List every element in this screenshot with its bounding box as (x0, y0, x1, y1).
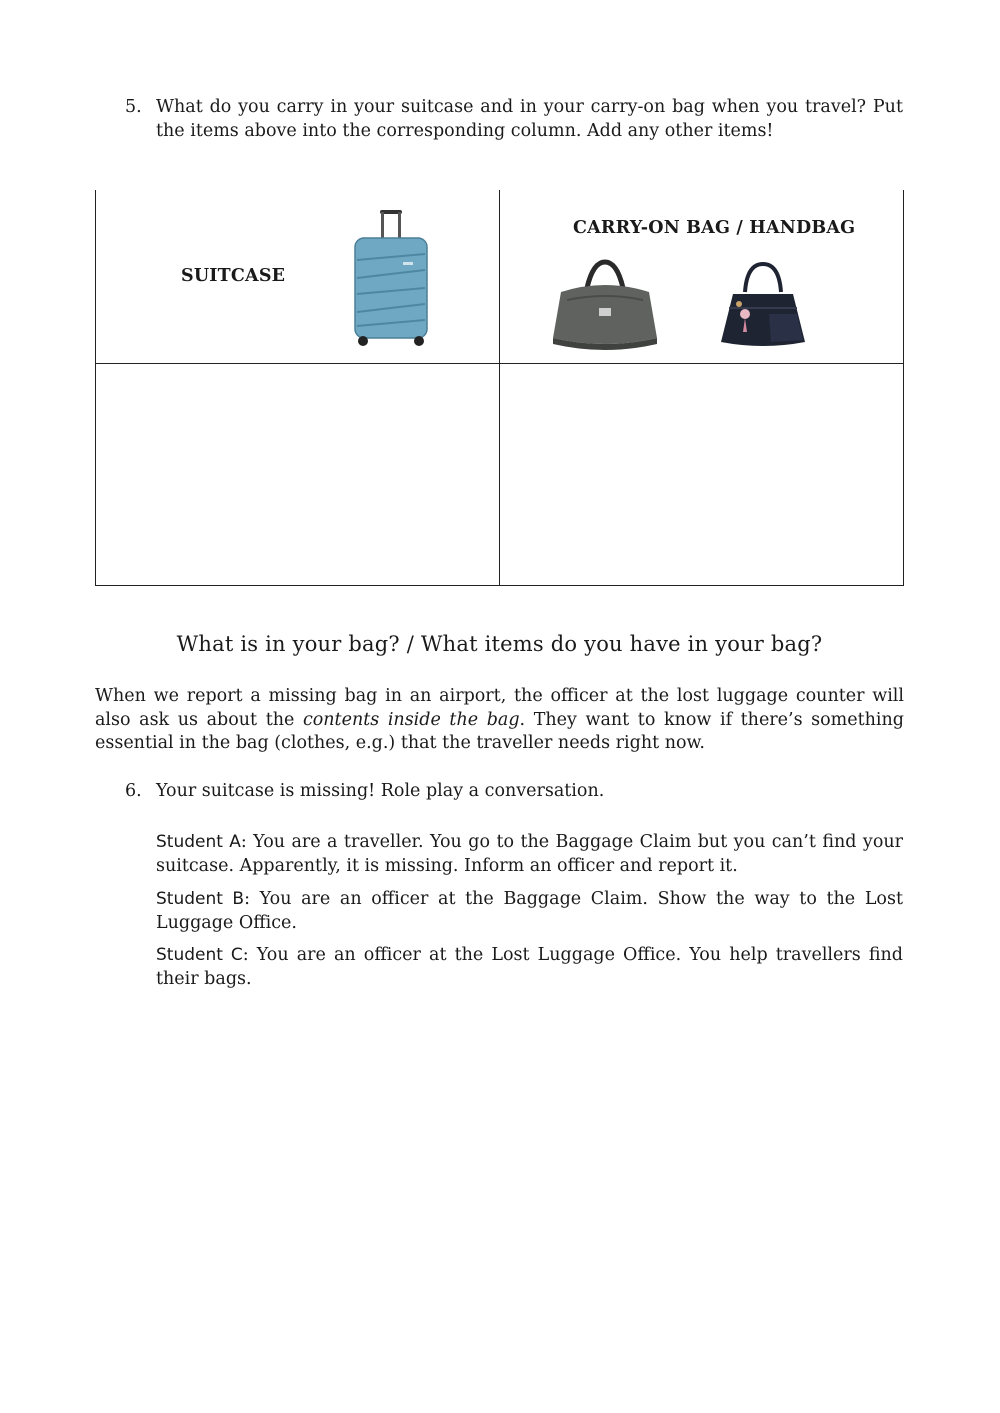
intro-text-1: When we report a missing bag in an airport, the officer at the lost luggage counter will also ask us about the (95, 686, 904, 730)
student-b (156, 888, 903, 935)
student-c (156, 944, 903, 991)
intro-paragraph (95, 685, 904, 756)
question-6 (125, 779, 903, 803)
table-divider-row (95, 363, 904, 364)
intro-emphasis: contents inside the bag (302, 709, 520, 730)
table-border-bottom (95, 585, 904, 586)
question-5 (125, 95, 903, 143)
student-text: : You are a traveller. You go to the Baggage Claim but you can’t find your suitcase. Apparently, it is missing. Inform an officer and report it. (156, 832, 903, 876)
suitcase-icon (347, 208, 435, 348)
carry-on-header-cell (499, 190, 903, 363)
student-a (156, 831, 903, 878)
duffel-bag-icon (543, 258, 667, 354)
student-label: Student C (156, 945, 243, 965)
question-number: 6. (125, 781, 142, 801)
student-text: : You are an officer at the Baggage Claim. Show the way to the Lost Luggage Office. (156, 889, 903, 933)
student-label: Student B (156, 889, 245, 909)
luggage-table (95, 190, 904, 586)
table-border-right (903, 190, 904, 586)
student-label: Student A (156, 832, 241, 852)
intro-text-2: . They want to know if there’s something essential in the bag (clothes, e.g.) that the traveller needs right now. (95, 709, 905, 753)
question-number: 5. (125, 97, 142, 117)
handbag-icon (715, 258, 811, 354)
suitcase-header-cell (95, 190, 499, 363)
carry-on-header: CARRY-ON BAG / HANDBAG (573, 218, 856, 238)
student-text: : You are an officer at the Lost Luggage Office. You help travellers find their bags. (156, 945, 903, 989)
question-text: What do you carry in your suitcase and in your carry-on bag when you travel? Put the items above into the corresponding column. Add any other items! (156, 97, 903, 141)
question-text: Your suitcase is missing! Role play a conversation. (156, 781, 605, 801)
section-heading: What is in your bag? / What items do you have in your bag? (176, 632, 823, 656)
suitcase-header: SUITCASE (181, 266, 286, 286)
